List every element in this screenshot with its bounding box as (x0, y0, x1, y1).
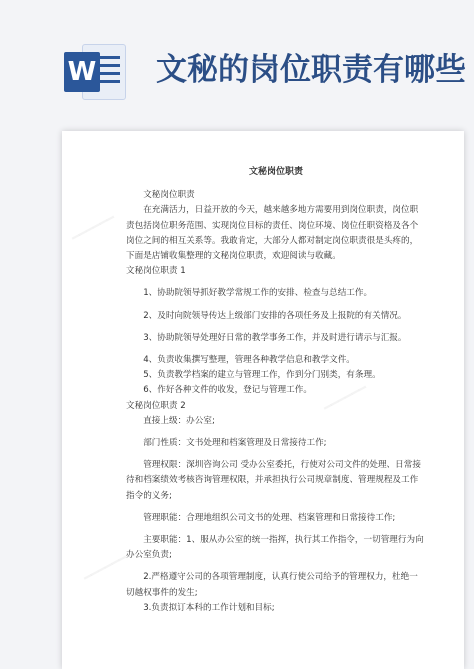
document-paragraph: 直接上级：办公室; (143, 415, 215, 426)
word-icon-letter: W (64, 52, 100, 92)
document-paragraph: 在充满活力，日益开放的今天，越来越多地方需要用到岗位职责，岗位职责包括岗位职务范围、实现岗位目标的责任、岗位环境、岗位任职资格及各个岗位之间的相互关系等。我敢肯定，大部分人都对制定岗位职责很是头疼的，下面是店铺收集整理的文秘岗位职责，欢迎阅读与收藏。 (126, 205, 419, 262)
page-title: 文秘的岗位职责有哪些 (156, 52, 466, 88)
document-paragraph: 4、负责收集撰写整理，管理各种教学信息和教学文件。 (143, 355, 355, 366)
document-paragraph: 1、协助院领导抓好教学常规工作的安排、检查与总结工作。 (143, 288, 373, 299)
document-paragraph: 部门性质：文书处理和档案管理及日常接待工作; (143, 438, 327, 449)
document-paragraph: 3.负责拟订本科的工作计划和目标; (143, 602, 275, 613)
document-paragraph: 文秘岗位职责 2 (126, 400, 186, 411)
document-paragraph: 管理权限：深圳咨询公司 受办公室委托，行使对公司文件的处理、日常接待和档案绩效考核咨询管理权限，并承担执行公司规章制度、管理规程及工作指令的义务; (126, 460, 421, 501)
header (0, 0, 474, 118)
document-paragraph: 管理职能：合理地组织公司文书的处理、档案管理和日常接待工作; (143, 512, 396, 523)
document-body (126, 165, 426, 616)
document-page: ━━━━━━ ━━━━━━ ━━━━━━ 文秘岗位职责 文秘岗位职责 在充满活力，日益开放的今天，越来越多地方需要用到岗位职责，岗位职责包括岗位职务范围、实现岗位目标的责任、岗位环境、岗位任职资格及各个岗位之间的相互关系等。我敢肯定，大部分人都对制定岗位职责很是头疼的，下面是店铺收集整理的文秘岗位职责，欢迎阅读与收藏。 文秘岗位职责 1 1、协助院领导抓好教学常规工作的安排、检查与总结工作。 2、及时向院领导传达上级部门安排的各项任务及上报院的有关情况。 3、协助院领导处理好日常的教学事务工作，并及时进行请示与汇报。 4、负责收集撰写整理，管理各种教学信息和教学文件。 5、负责教学档案的建立与管理工作，作到分门别类，有条理。 6、作好各种文件的收发，登记与管理工作。 文秘岗位职责 2 直接上级：办公室; 部门性质：文书处理和档案管理及日常接待工作; 管理权限：深圳咨询公司 受办公室委托，行使对公司文件的处理、日常接待和档案绩效考核咨询管理权限，并承担执行公司规章制度、管理规程及工作指令的义务; 管理职能：合理地组织公司文书的处理、档案管理和日常接待工作; 主要职能：1、服从办公室的统一指挥，执行其工作指令，一切管理行为向办公室负责; 2.严格遵守公司的各项管理制度，认真行使公司给予的管理权力，杜绝一切越权事件的发生; 3.负责拟订本科的工作计划和目标; (62, 131, 464, 669)
document-paragraph: 文秘岗位职责 (143, 190, 195, 201)
document-paragraph: 6、作好各种文件的收发，登记与管理工作。 (143, 385, 312, 396)
document-paragraph: 5、负责教学档案的建立与管理工作，作到分门别类，有条理。 (143, 370, 381, 381)
document-paragraph: 文秘岗位职责 1 (126, 266, 186, 277)
document-paragraph: 2.严格遵守公司的各项管理制度，认真行使公司给予的管理权力，杜绝一切越权事件的发生; (126, 572, 418, 598)
word-document-icon (64, 44, 128, 100)
document-paragraph: 主要职能：1、服从办公室的统一指挥，执行其工作指令，一切管理行为向办公室负责; (126, 535, 424, 561)
document-paragraph: 2、及时向院领导传达上级部门安排的各项任务及上报院的有关情况。 (143, 310, 407, 321)
document-paragraph: 3、协助院领导处理好日常的教学事务工作，并及时进行请示与汇报。 (143, 332, 407, 343)
document-title: 文秘岗位职责 (248, 167, 303, 177)
